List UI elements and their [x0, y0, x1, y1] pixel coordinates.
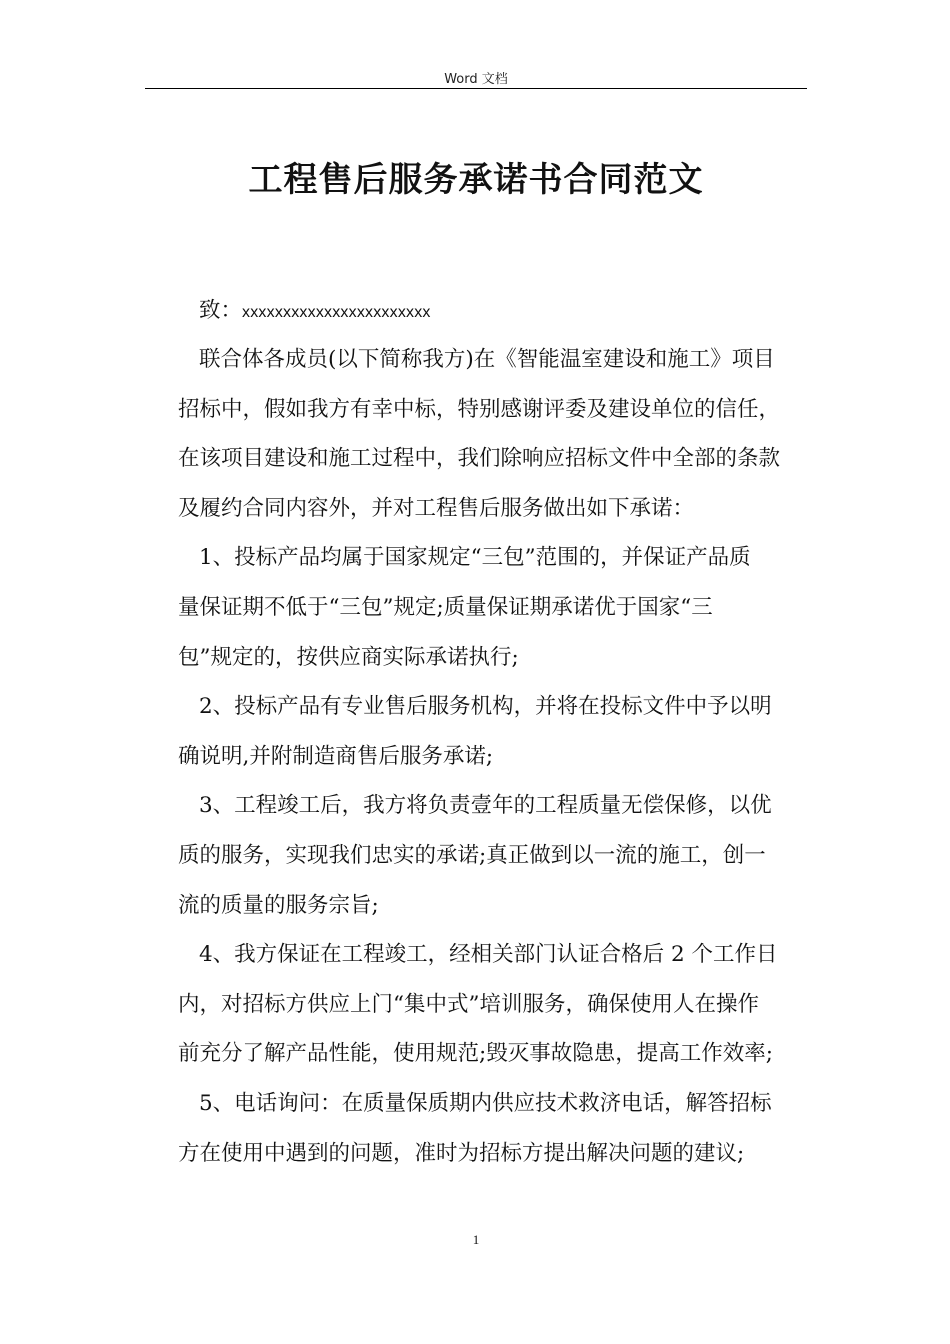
paragraph-line: 包”规定的，按供应商实际承诺执行;	[178, 644, 519, 670]
addressee-line	[178, 286, 808, 335]
document-body	[178, 286, 808, 1178]
paragraph-line: 在该项目建设和施工过程中，我们除响应招标文件中全部的条款	[178, 446, 781, 472]
paragraph-line: 4、我方保证在工程竣工，经相关部门认证合格后 2 个工作日	[199, 942, 778, 968]
addressee-prefix: 致：	[199, 298, 243, 323]
paragraph-line: 联合体各成员(以下简称我方)在《智能温室建设和施工》项目	[199, 347, 775, 372]
paragraph-line: 及履约合同内容外，并对工程售后服务做出如下承诺：	[178, 495, 695, 521]
paragraph-line: 3、工程竣工后，我方将负责壹年的工程质量无偿保修，以优	[199, 793, 772, 819]
body-paragraph	[178, 335, 808, 533]
page-number: 1	[472, 1232, 480, 1247]
header-divider	[145, 88, 807, 89]
paragraph-line: 质的服务，实现我们忠实的承诺;真正做到以一流的施工，创一	[178, 842, 766, 868]
body-paragraph	[178, 1079, 808, 1178]
paragraph-line: 前充分了解产品性能，使用规范;毁灭事故隐患，提高工作效率;	[178, 1041, 773, 1067]
paragraph-line: 确说明,并附制造商售后服务承诺;	[178, 743, 494, 769]
paragraph-line: 2、投标产品有专业售后服务机构，并将在投标文件中予以明	[199, 694, 772, 720]
paragraph-line: 流的质量的服务宗旨;	[178, 892, 379, 918]
paragraph-list	[178, 335, 808, 1178]
body-paragraph	[178, 930, 808, 1079]
paragraph-line: 招标中，假如我方有幸中标，特别感谢评委及建设单位的信任，	[178, 396, 781, 422]
page-header: Word 文档	[444, 72, 508, 87]
body-paragraph	[178, 533, 808, 682]
document-title: 工程售后服务承诺书合同范文	[248, 160, 704, 200]
addressee-name: xxxxxxxxxxxxxxxxxxxxxxx	[242, 304, 431, 321]
paragraph-line: 方在使用中遇到的问题，准时为招标方提出解决问题的建议;	[178, 1140, 745, 1166]
paragraph-line: 1、投标产品均属于国家规定“三包”范围的，并保证产品质	[199, 545, 751, 571]
paragraph-line: 5、电话询问：在质量保质期内供应技术救济电话，解答招标	[199, 1090, 772, 1116]
paragraph-line: 量保证期不低于“三包”规定;质量保证期承诺优于国家“三	[178, 594, 713, 620]
body-paragraph	[178, 781, 808, 930]
paragraph-line: 内，对招标方供应上门“集中式”培训服务，确保使用人在操作	[178, 991, 759, 1017]
body-paragraph	[178, 682, 808, 781]
